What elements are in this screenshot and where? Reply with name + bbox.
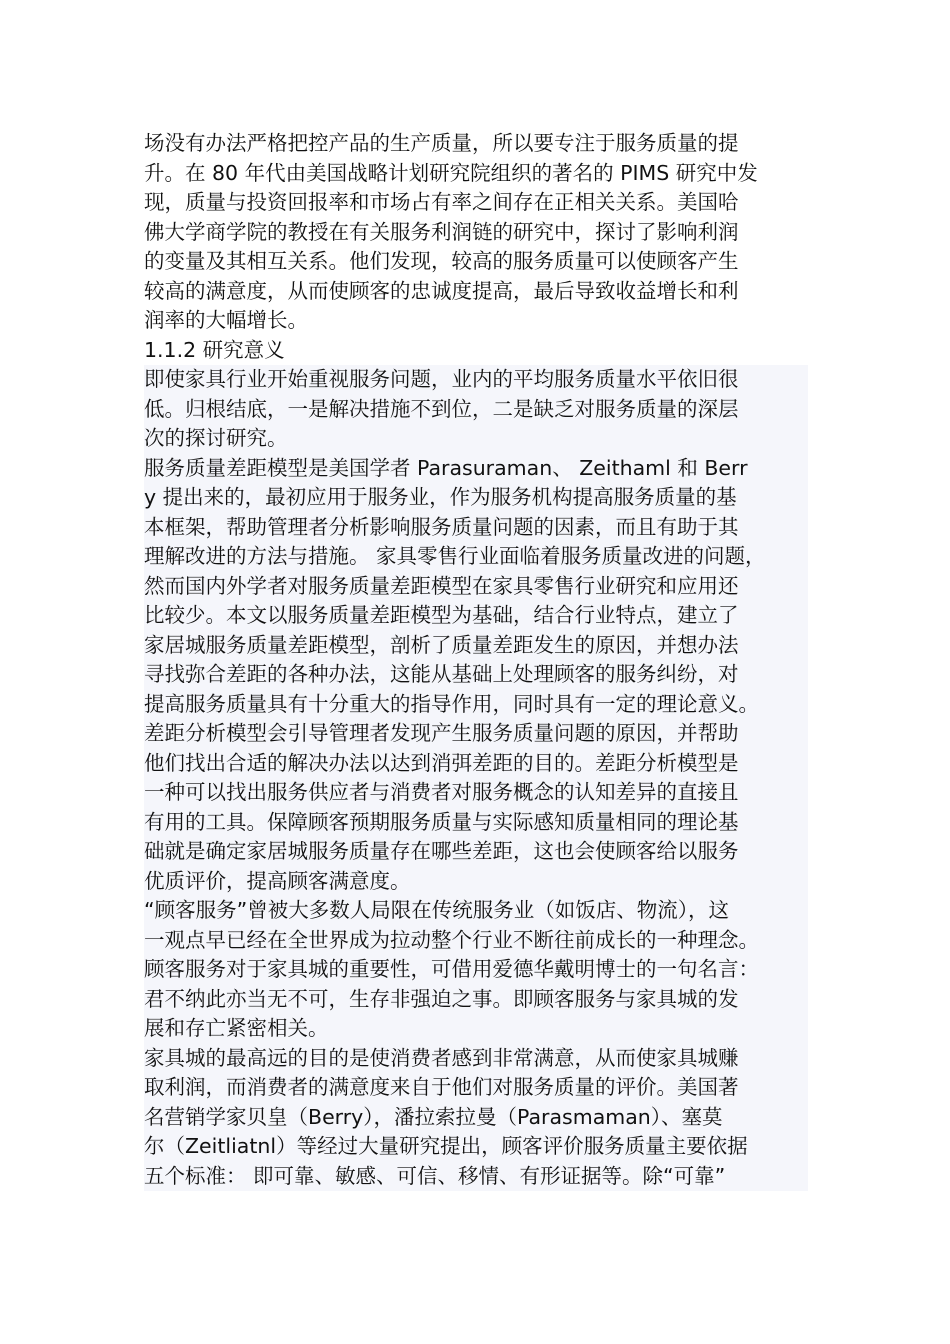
text-line-content: 取利润，而消费者的满意度来自于他们对服务质量的评价。美国著: [144, 1075, 739, 1099]
text-line-content: 较高的满意度，从而使顾客的忠诚度提高，最后导致收益增长和利: [144, 278, 739, 303]
text-line-content: 一观点早已经在全世界成为拉动整个行业不断往前成长的一种理念。: [144, 927, 759, 952]
text-line-content: 服务质量差距模型是美国学者 Parasuraman、 Zeithaml 和 Berr: [144, 455, 748, 480]
text-line-content: 即使家具行业开始重视服务问题，业内的平均服务质量水平依旧很: [144, 367, 739, 391]
text-line: [144, 690, 808, 720]
text-line-content: 次的探讨研究。: [144, 426, 288, 450]
text-line: [144, 808, 808, 838]
text-line: [144, 277, 808, 307]
text-line-content: 君不纳此亦当无不可，生存非强迫之事。即顾客服务与家具城的发: [144, 986, 739, 1011]
text-line-content: 升。在 80 年代由美国战略计划研究院组织的著名的 PIMS 研究中发: [144, 160, 758, 185]
text-line-content: 润率的大幅增长。: [144, 308, 308, 332]
text-line: [144, 896, 808, 926]
text-line-content: 名营销学家贝皇（Berry），潘拉索拉曼（Parasmaman）、塞莫: [144, 1104, 723, 1129]
text-line: [144, 1044, 808, 1074]
text-line: [144, 247, 808, 277]
text-line-content: 寻找弥合差距的各种办法，这能从基础上处理顾客的服务纠纷，对: [144, 662, 739, 686]
text-line-content: 家居城服务质量差距模型，剖析了质量差距发生的原因，并想办法: [144, 632, 739, 657]
text-line: [144, 837, 808, 867]
text-line: [144, 926, 808, 956]
text-line-content: y 提出来的，最初应用于服务业，作为服务机构提高服务质量的基: [144, 485, 737, 509]
text-line-content: 提高服务质量具有十分重大的指导作用，同时具有一定的理论意义。: [144, 691, 759, 716]
document-body: [144, 129, 808, 1191]
text-line: [144, 483, 808, 513]
text-line-content: 础就是确定家居城服务质量存在哪些差距，这也会使顾客给以服务: [144, 839, 739, 863]
text-line: [144, 542, 808, 572]
text-line: [144, 1162, 808, 1192]
text-line-content: 顾客服务对于家具城的重要性，可借用爱德华戴明博士的一句名言：: [144, 957, 759, 981]
text-line: [144, 601, 808, 631]
text-line-content: 尔（Zeitliatnl）等经过大量研究提出，顾客评价服务质量主要依据: [144, 1134, 748, 1158]
text-line: [144, 660, 808, 690]
text-line: [144, 1103, 808, 1133]
text-line: [144, 365, 808, 395]
text-line: [144, 513, 808, 543]
text-line-content: 佛大学商学院的教授在有关服务利润链的研究中，探讨了影响利润: [144, 219, 739, 244]
text-line: [144, 985, 808, 1015]
text-line-content: 的变量及其相互关系。他们发现，较高的服务质量可以使顾客产生: [144, 249, 739, 273]
text-line: [144, 424, 808, 454]
text-line-content: “顾客服务”曾被大多数人局限在传统服务业（如饭店、物流），这: [144, 898, 729, 922]
text-line-content: 然而国内外学者对服务质量差距模型在家具零售行业研究和应用还: [144, 573, 739, 598]
text-line-content: 有用的工具。保障顾客预期服务质量与实际感知质量相同的理论基: [144, 809, 739, 834]
text-line: [144, 778, 808, 808]
text-line-content: 差距分析模型会引导管理者发现产生服务质量问题的原因，并帮助: [144, 721, 739, 745]
text-line-content: 1.1.2 研究意义: [144, 337, 285, 362]
text-line: [144, 159, 808, 189]
text-line-content: 本框架，帮助管理者分析影响服务质量问题的因素，而且有助于其: [144, 514, 739, 539]
text-line-content: 展和存亡紧密相关。: [144, 1016, 329, 1040]
text-line-content: 一种可以找出服务供应者与消费者对服务概念的认知差异的直接且: [144, 780, 739, 804]
text-line-content: 比较少。本文以服务质量差距模型为基础，结合行业特点，建立了: [144, 603, 739, 627]
text-line: [144, 1132, 808, 1162]
text-line: [144, 631, 808, 661]
text-line-content: 五个标准： 即可靠、敏感、可信、移情、有形证据等。除“可靠”: [144, 1163, 726, 1188]
text-line-content: 低。归根结底，一是解决措施不到位，二是缺乏对服务质量的深层: [144, 396, 739, 421]
text-line: [144, 395, 808, 425]
text-line-content: 理解改进的方法与措施。 家具零售行业面临着服务质量改进的问题，: [144, 544, 766, 568]
text-line: [144, 749, 808, 779]
text-line: [144, 188, 808, 218]
text-line-content: 场没有办法严格把控产品的生产质量，所以要专注于服务质量的提: [144, 131, 739, 155]
text-line: [144, 129, 808, 159]
text-line: [144, 218, 808, 248]
text-line: [144, 1073, 808, 1103]
text-line: [144, 1014, 808, 1044]
text-line-content: 现，质量与投资回报率和市场占有率之间存在正相关关系。美国哈: [144, 190, 739, 214]
text-line: [144, 955, 808, 985]
text-line: [144, 306, 808, 336]
text-line-content: 优质评价，提高顾客满意度。: [144, 868, 411, 893]
text-line: [144, 719, 808, 749]
text-line: [144, 867, 808, 897]
text-line: [144, 454, 808, 484]
text-line-content: 家具城的最高远的目的是使消费者感到非常满意，从而使家具城赚: [144, 1045, 739, 1070]
text-line-content: 他们找出合适的解决办法以达到消弭差距的目的。差距分析模型是: [144, 750, 739, 775]
text-line: [144, 572, 808, 602]
section-heading: [144, 336, 808, 366]
